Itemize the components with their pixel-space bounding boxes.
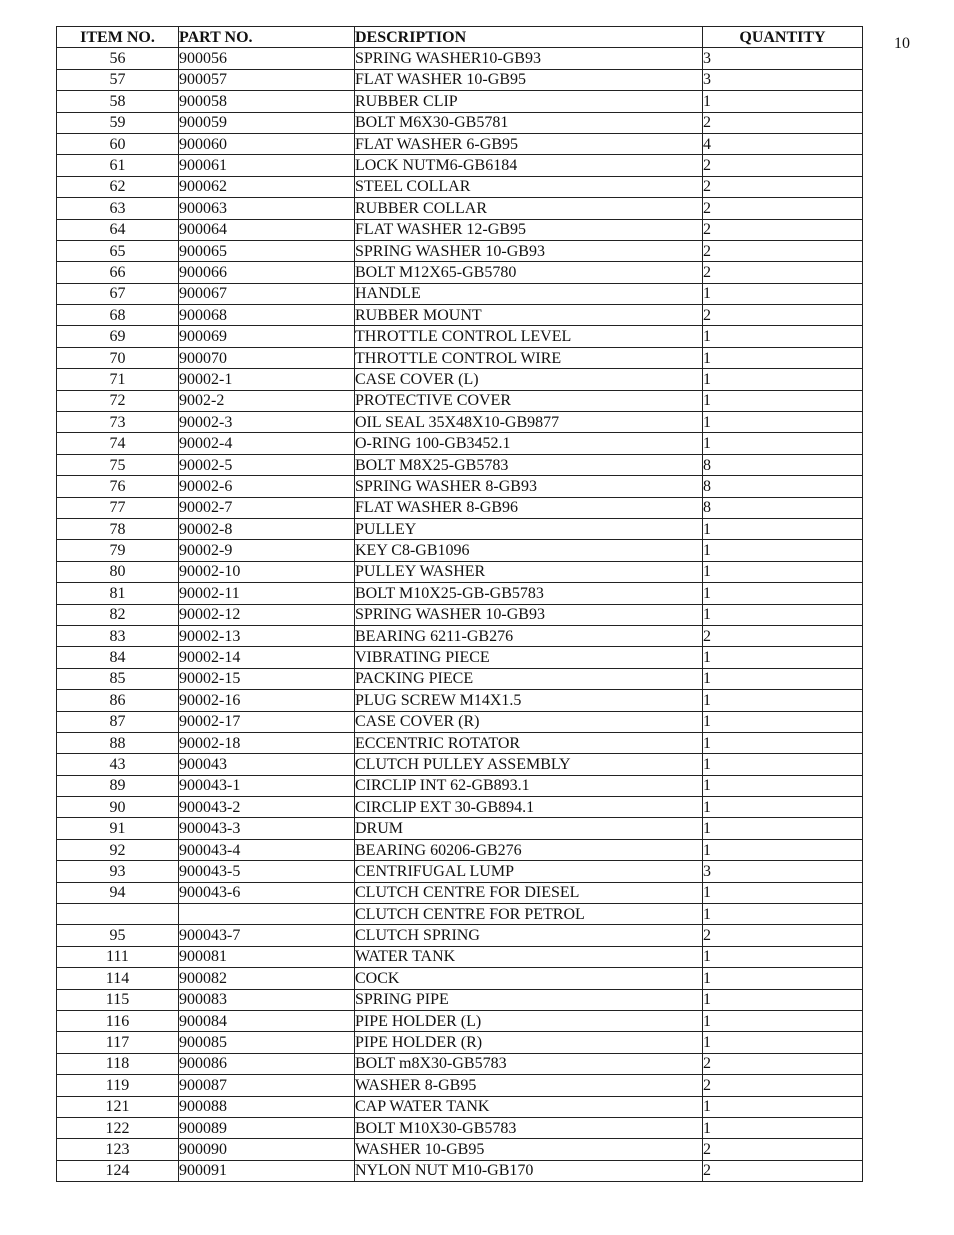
description-cell: SPRING PIPE bbox=[355, 989, 703, 1010]
quantity-cell: 1 bbox=[703, 561, 863, 582]
table-row bbox=[57, 925, 863, 946]
table-row bbox=[57, 305, 863, 326]
quantity-cell: 1 bbox=[703, 412, 863, 433]
description-cell: SPRING WASHER 10-GB93 bbox=[355, 240, 703, 261]
quantity-cell: 2 bbox=[703, 1075, 863, 1096]
table-row bbox=[57, 497, 863, 518]
quantity-cell: 3 bbox=[703, 48, 863, 69]
part-no-cell: 900091 bbox=[179, 1160, 355, 1181]
item-no-cell: 76 bbox=[57, 476, 179, 497]
item-no-cell: 69 bbox=[57, 326, 179, 347]
table-row bbox=[57, 240, 863, 261]
table-row bbox=[57, 1032, 863, 1053]
description-cell: WASHER 8-GB95 bbox=[355, 1075, 703, 1096]
description-cell: PULLEY WASHER bbox=[355, 561, 703, 582]
description-cell: ECCENTRIC ROTATOR bbox=[355, 732, 703, 753]
quantity-cell: 1 bbox=[703, 647, 863, 668]
item-no-cell: 60 bbox=[57, 133, 179, 154]
quantity-cell: 1 bbox=[703, 540, 863, 561]
part-no-cell: 900056 bbox=[179, 48, 355, 69]
description-cell: BEARING 60206-GB276 bbox=[355, 839, 703, 860]
part-no-cell: 900083 bbox=[179, 989, 355, 1010]
item-no-cell: 71 bbox=[57, 369, 179, 390]
description-cell: PLUG SCREW M14X1.5 bbox=[355, 690, 703, 711]
item-no-cell: 115 bbox=[57, 989, 179, 1010]
item-no-cell: 85 bbox=[57, 668, 179, 689]
table-row bbox=[57, 433, 863, 454]
description-cell: PULLEY bbox=[355, 518, 703, 539]
part-no-cell: 90002-15 bbox=[179, 668, 355, 689]
description-cell: PIPE HOLDER (L) bbox=[355, 1010, 703, 1031]
item-no-cell: 59 bbox=[57, 112, 179, 133]
item-no-cell: 116 bbox=[57, 1010, 179, 1031]
table-row bbox=[57, 1075, 863, 1096]
part-no-cell: 900087 bbox=[179, 1075, 355, 1096]
part-no-cell: 900090 bbox=[179, 1139, 355, 1160]
table-row bbox=[57, 326, 863, 347]
table-row bbox=[57, 540, 863, 561]
item-no-cell: 111 bbox=[57, 946, 179, 967]
table-row bbox=[57, 839, 863, 860]
table-row bbox=[57, 711, 863, 732]
quantity-cell: 2 bbox=[703, 219, 863, 240]
part-no-cell: 9002-2 bbox=[179, 390, 355, 411]
table-row bbox=[57, 91, 863, 112]
description-cell: CLUTCH PULLEY ASSEMBLY bbox=[355, 754, 703, 775]
table-row bbox=[57, 797, 863, 818]
table-row bbox=[57, 861, 863, 882]
item-no-cell: 63 bbox=[57, 198, 179, 219]
description-cell: PACKING PIECE bbox=[355, 668, 703, 689]
description-cell: RUBBER COLLAR bbox=[355, 198, 703, 219]
header-item-no: ITEM NO. bbox=[57, 27, 179, 48]
quantity-cell: 1 bbox=[703, 604, 863, 625]
parts-table bbox=[56, 26, 863, 1182]
table-row bbox=[57, 1117, 863, 1138]
table-row bbox=[57, 133, 863, 154]
item-no-cell: 87 bbox=[57, 711, 179, 732]
table-row bbox=[57, 198, 863, 219]
description-cell: BOLT M10X30-GB5783 bbox=[355, 1117, 703, 1138]
part-no-cell: 900069 bbox=[179, 326, 355, 347]
table-row bbox=[57, 668, 863, 689]
part-no-cell: 90002-4 bbox=[179, 433, 355, 454]
part-no-cell: 900081 bbox=[179, 946, 355, 967]
description-cell: RUBBER MOUNT bbox=[355, 305, 703, 326]
table-row bbox=[57, 690, 863, 711]
table-row bbox=[57, 968, 863, 989]
part-no-cell: 900043-3 bbox=[179, 818, 355, 839]
table-row bbox=[57, 390, 863, 411]
description-cell: HANDLE bbox=[355, 283, 703, 304]
part-no-cell: 90002-10 bbox=[179, 561, 355, 582]
item-no-cell: 81 bbox=[57, 583, 179, 604]
quantity-cell: 3 bbox=[703, 861, 863, 882]
description-cell: BOLT M10X25-GB-GB5783 bbox=[355, 583, 703, 604]
part-no-cell: 900064 bbox=[179, 219, 355, 240]
item-no-cell: 114 bbox=[57, 968, 179, 989]
quantity-cell: 1 bbox=[703, 989, 863, 1010]
description-cell: BEARING 6211-GB276 bbox=[355, 625, 703, 646]
description-cell: VIBRATING PIECE bbox=[355, 647, 703, 668]
header-quantity: QUANTITY bbox=[703, 27, 863, 48]
quantity-cell: 2 bbox=[703, 198, 863, 219]
quantity-cell: 1 bbox=[703, 518, 863, 539]
item-no-cell: 74 bbox=[57, 433, 179, 454]
part-no-cell: 900066 bbox=[179, 262, 355, 283]
quantity-cell: 2 bbox=[703, 305, 863, 326]
table-row bbox=[57, 625, 863, 646]
quantity-cell: 2 bbox=[703, 176, 863, 197]
description-cell: NYLON NUT M10-GB170 bbox=[355, 1160, 703, 1181]
item-no-cell: 67 bbox=[57, 283, 179, 304]
table-row bbox=[57, 1139, 863, 1160]
quantity-cell: 1 bbox=[703, 347, 863, 368]
description-cell: CASE COVER (L) bbox=[355, 369, 703, 390]
item-no-cell: 70 bbox=[57, 347, 179, 368]
part-no-cell: 900088 bbox=[179, 1096, 355, 1117]
item-no-cell: 80 bbox=[57, 561, 179, 582]
part-no-cell: 90002-12 bbox=[179, 604, 355, 625]
part-no-cell: 900086 bbox=[179, 1053, 355, 1074]
part-no-cell: 900043-4 bbox=[179, 839, 355, 860]
part-no-cell: 900058 bbox=[179, 91, 355, 112]
part-no-cell: 900059 bbox=[179, 112, 355, 133]
item-no-cell: 91 bbox=[57, 818, 179, 839]
description-cell: RUBBER CLIP bbox=[355, 91, 703, 112]
description-cell: BOLT M6X30-GB5781 bbox=[355, 112, 703, 133]
item-no-cell: 72 bbox=[57, 390, 179, 411]
part-no-cell: 900082 bbox=[179, 968, 355, 989]
item-no-cell: 88 bbox=[57, 732, 179, 753]
table-row bbox=[57, 369, 863, 390]
page-number: 10 bbox=[894, 35, 910, 52]
table-row bbox=[57, 155, 863, 176]
table-row bbox=[57, 176, 863, 197]
parts-table-body bbox=[57, 48, 863, 1182]
part-no-cell: 900057 bbox=[179, 69, 355, 90]
item-no-cell: 117 bbox=[57, 1032, 179, 1053]
item-no-cell: 58 bbox=[57, 91, 179, 112]
table-row bbox=[57, 112, 863, 133]
part-no-cell: 900063 bbox=[179, 198, 355, 219]
quantity-cell: 4 bbox=[703, 133, 863, 154]
quantity-cell: 1 bbox=[703, 583, 863, 604]
description-cell: CAP WATER TANK bbox=[355, 1096, 703, 1117]
part-no-cell: 90002-3 bbox=[179, 412, 355, 433]
quantity-cell: 1 bbox=[703, 839, 863, 860]
item-no-cell: 73 bbox=[57, 412, 179, 433]
description-cell: COCK bbox=[355, 968, 703, 989]
description-cell: PIPE HOLDER (R) bbox=[355, 1032, 703, 1053]
header-part-no: PART NO. bbox=[179, 27, 355, 48]
table-row bbox=[57, 754, 863, 775]
table-row bbox=[57, 1053, 863, 1074]
item-no-cell: 75 bbox=[57, 454, 179, 475]
table-row bbox=[57, 48, 863, 69]
header-description: DESCRIPTION bbox=[355, 27, 703, 48]
part-no-cell: 900043-1 bbox=[179, 775, 355, 796]
part-no-cell: 900067 bbox=[179, 283, 355, 304]
description-cell: DRUM bbox=[355, 818, 703, 839]
table-row bbox=[57, 882, 863, 903]
table-row bbox=[57, 283, 863, 304]
part-no-cell: 900043 bbox=[179, 754, 355, 775]
item-no-cell: 124 bbox=[57, 1160, 179, 1181]
description-cell: SPRING WASHER 8-GB93 bbox=[355, 476, 703, 497]
description-cell: PROTECTIVE COVER bbox=[355, 390, 703, 411]
part-no-cell: 90002-16 bbox=[179, 690, 355, 711]
quantity-cell: 1 bbox=[703, 668, 863, 689]
quantity-cell: 1 bbox=[703, 369, 863, 390]
part-no-cell: 900065 bbox=[179, 240, 355, 261]
quantity-cell: 1 bbox=[703, 1096, 863, 1117]
table-row bbox=[57, 647, 863, 668]
quantity-cell: 1 bbox=[703, 433, 863, 454]
description-cell: CASE COVER (R) bbox=[355, 711, 703, 732]
item-no-cell: 89 bbox=[57, 775, 179, 796]
description-cell: CLUTCH SPRING bbox=[355, 925, 703, 946]
item-no-cell: 65 bbox=[57, 240, 179, 261]
part-no-cell bbox=[179, 904, 355, 925]
description-cell: CIRCLIP INT 62-GB893.1 bbox=[355, 775, 703, 796]
table-row bbox=[57, 1160, 863, 1181]
description-cell: WATER TANK bbox=[355, 946, 703, 967]
table-row bbox=[57, 476, 863, 497]
table-row bbox=[57, 1010, 863, 1031]
table-row bbox=[57, 561, 863, 582]
part-no-cell: 900062 bbox=[179, 176, 355, 197]
description-cell: CIRCLIP EXT 30-GB894.1 bbox=[355, 797, 703, 818]
part-no-cell: 90002-13 bbox=[179, 625, 355, 646]
item-no-cell bbox=[57, 904, 179, 925]
quantity-cell: 2 bbox=[703, 925, 863, 946]
table-row bbox=[57, 583, 863, 604]
item-no-cell: 123 bbox=[57, 1139, 179, 1160]
description-cell: CENTRIFUGAL LUMP bbox=[355, 861, 703, 882]
quantity-cell: 3 bbox=[703, 69, 863, 90]
part-no-cell: 900070 bbox=[179, 347, 355, 368]
part-no-cell: 90002-1 bbox=[179, 369, 355, 390]
quantity-cell: 1 bbox=[703, 754, 863, 775]
part-no-cell: 90002-7 bbox=[179, 497, 355, 518]
item-no-cell: 90 bbox=[57, 797, 179, 818]
table-row bbox=[57, 454, 863, 475]
quantity-cell: 1 bbox=[703, 1032, 863, 1053]
description-cell: LOCK NUTM6-GB6184 bbox=[355, 155, 703, 176]
quantity-cell: 1 bbox=[703, 797, 863, 818]
quantity-cell: 1 bbox=[703, 882, 863, 903]
quantity-cell: 2 bbox=[703, 262, 863, 283]
description-cell: BOLT M12X65-GB5780 bbox=[355, 262, 703, 283]
table-row bbox=[57, 69, 863, 90]
table-row bbox=[57, 989, 863, 1010]
description-cell: CLUTCH CENTRE FOR DIESEL bbox=[355, 882, 703, 903]
quantity-cell: 1 bbox=[703, 904, 863, 925]
item-no-cell: 43 bbox=[57, 754, 179, 775]
item-no-cell: 78 bbox=[57, 518, 179, 539]
part-no-cell: 90002-6 bbox=[179, 476, 355, 497]
table-row bbox=[57, 818, 863, 839]
quantity-cell: 8 bbox=[703, 454, 863, 475]
table-row bbox=[57, 946, 863, 967]
description-cell: THROTTLE CONTROL WIRE bbox=[355, 347, 703, 368]
table-row bbox=[57, 347, 863, 368]
description-cell: STEEL COLLAR bbox=[355, 176, 703, 197]
description-cell: FLAT WASHER 8-GB96 bbox=[355, 497, 703, 518]
quantity-cell: 1 bbox=[703, 818, 863, 839]
part-no-cell: 90002-18 bbox=[179, 732, 355, 753]
item-no-cell: 62 bbox=[57, 176, 179, 197]
description-cell: CLUTCH CENTRE FOR PETROL bbox=[355, 904, 703, 925]
quantity-cell: 8 bbox=[703, 476, 863, 497]
quantity-cell: 1 bbox=[703, 1117, 863, 1138]
description-cell: FLAT WASHER 12-GB95 bbox=[355, 219, 703, 240]
part-no-cell: 900068 bbox=[179, 305, 355, 326]
item-no-cell: 121 bbox=[57, 1096, 179, 1117]
item-no-cell: 56 bbox=[57, 48, 179, 69]
part-no-cell: 90002-17 bbox=[179, 711, 355, 732]
quantity-cell: 1 bbox=[703, 711, 863, 732]
item-no-cell: 122 bbox=[57, 1117, 179, 1138]
quantity-cell: 1 bbox=[703, 946, 863, 967]
quantity-cell: 1 bbox=[703, 91, 863, 112]
description-cell: SPRING WASHER 10-GB93 bbox=[355, 604, 703, 625]
description-cell: THROTTLE CONTROL LEVEL bbox=[355, 326, 703, 347]
quantity-cell: 1 bbox=[703, 732, 863, 753]
description-cell: KEY C8-GB1096 bbox=[355, 540, 703, 561]
quantity-cell: 2 bbox=[703, 155, 863, 176]
item-no-cell: 77 bbox=[57, 497, 179, 518]
quantity-cell: 2 bbox=[703, 625, 863, 646]
part-no-cell: 90002-5 bbox=[179, 454, 355, 475]
item-no-cell: 61 bbox=[57, 155, 179, 176]
part-no-cell: 900061 bbox=[179, 155, 355, 176]
description-cell: BOLT m8X30-GB5783 bbox=[355, 1053, 703, 1074]
item-no-cell: 92 bbox=[57, 839, 179, 860]
quantity-cell: 2 bbox=[703, 1160, 863, 1181]
quantity-cell: 1 bbox=[703, 283, 863, 304]
quantity-cell: 1 bbox=[703, 390, 863, 411]
part-no-cell: 900043-5 bbox=[179, 861, 355, 882]
part-no-cell: 900043-7 bbox=[179, 925, 355, 946]
table-row bbox=[57, 518, 863, 539]
table-row bbox=[57, 219, 863, 240]
quantity-cell: 1 bbox=[703, 968, 863, 989]
description-cell: SPRING WASHER10-GB93 bbox=[355, 48, 703, 69]
table-row bbox=[57, 604, 863, 625]
quantity-cell: 2 bbox=[703, 240, 863, 261]
table-row bbox=[57, 412, 863, 433]
item-no-cell: 94 bbox=[57, 882, 179, 903]
quantity-cell: 1 bbox=[703, 1010, 863, 1031]
item-no-cell: 82 bbox=[57, 604, 179, 625]
description-cell: O-RING 100-GB3452.1 bbox=[355, 433, 703, 454]
table-row bbox=[57, 904, 863, 925]
item-no-cell: 79 bbox=[57, 540, 179, 561]
part-no-cell: 900089 bbox=[179, 1117, 355, 1138]
item-no-cell: 119 bbox=[57, 1075, 179, 1096]
quantity-cell: 8 bbox=[703, 497, 863, 518]
item-no-cell: 83 bbox=[57, 625, 179, 646]
part-no-cell: 900060 bbox=[179, 133, 355, 154]
description-cell: WASHER 10-GB95 bbox=[355, 1139, 703, 1160]
part-no-cell: 900043-6 bbox=[179, 882, 355, 903]
part-no-cell: 90002-14 bbox=[179, 647, 355, 668]
item-no-cell: 66 bbox=[57, 262, 179, 283]
header-row bbox=[57, 27, 863, 48]
quantity-cell: 1 bbox=[703, 690, 863, 711]
part-no-cell: 900084 bbox=[179, 1010, 355, 1031]
description-cell: OIL SEAL 35X48X10-GB9877 bbox=[355, 412, 703, 433]
item-no-cell: 68 bbox=[57, 305, 179, 326]
item-no-cell: 118 bbox=[57, 1053, 179, 1074]
part-no-cell: 90002-9 bbox=[179, 540, 355, 561]
table-row bbox=[57, 262, 863, 283]
quantity-cell: 2 bbox=[703, 1139, 863, 1160]
table-row bbox=[57, 775, 863, 796]
table-row bbox=[57, 1096, 863, 1117]
item-no-cell: 93 bbox=[57, 861, 179, 882]
part-no-cell: 90002-11 bbox=[179, 583, 355, 604]
part-no-cell: 900085 bbox=[179, 1032, 355, 1053]
description-cell: FLAT WASHER 6-GB95 bbox=[355, 133, 703, 154]
quantity-cell: 2 bbox=[703, 1053, 863, 1074]
quantity-cell: 1 bbox=[703, 326, 863, 347]
item-no-cell: 64 bbox=[57, 219, 179, 240]
table-row bbox=[57, 732, 863, 753]
part-no-cell: 90002-8 bbox=[179, 518, 355, 539]
part-no-cell: 900043-2 bbox=[179, 797, 355, 818]
quantity-cell: 2 bbox=[703, 112, 863, 133]
item-no-cell: 57 bbox=[57, 69, 179, 90]
item-no-cell: 86 bbox=[57, 690, 179, 711]
item-no-cell: 84 bbox=[57, 647, 179, 668]
description-cell: FLAT WASHER 10-GB95 bbox=[355, 69, 703, 90]
item-no-cell: 95 bbox=[57, 925, 179, 946]
quantity-cell: 1 bbox=[703, 775, 863, 796]
description-cell: BOLT M8X25-GB5783 bbox=[355, 454, 703, 475]
